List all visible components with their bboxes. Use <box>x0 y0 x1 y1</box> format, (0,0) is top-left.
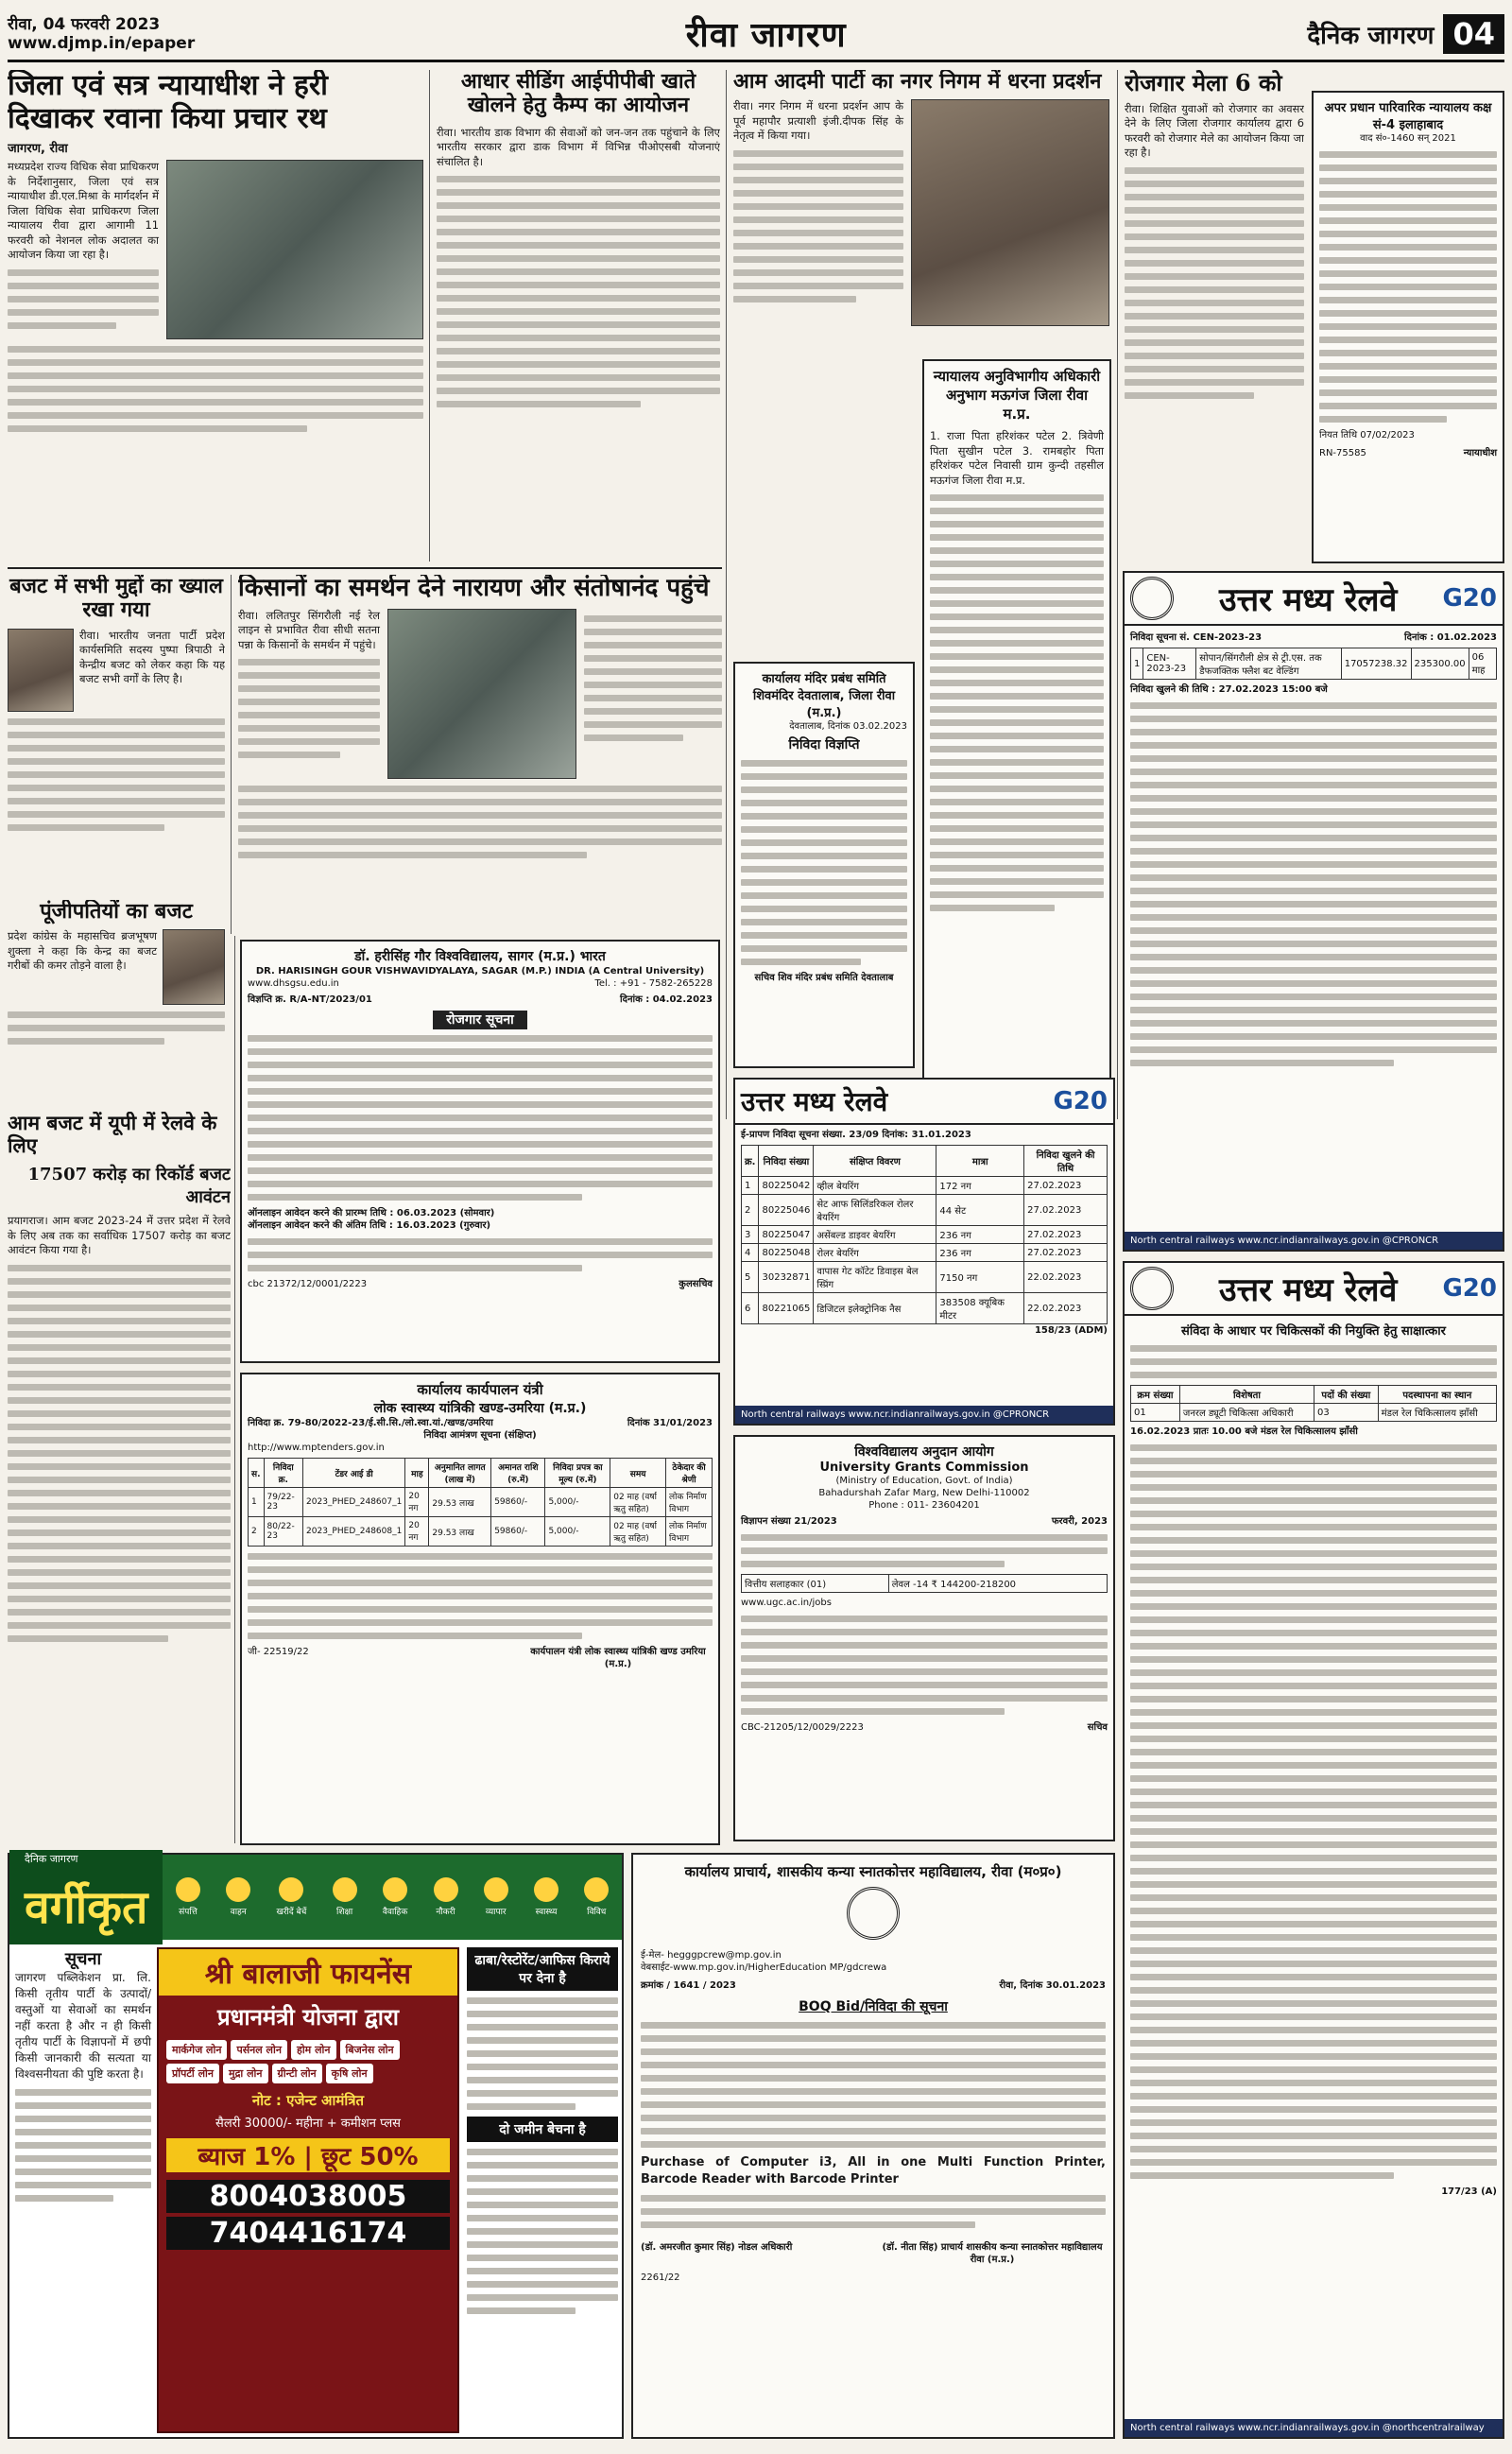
rail-footer: North central railways www.ncr.indianrailways.gov.in @CPRONCR <box>735 1406 1113 1424</box>
category-icon <box>434 1877 458 1902</box>
loan-chip: प्रॉपर्टी लोन <box>166 2064 219 2083</box>
table-cell: 235300.00 <box>1411 648 1469 680</box>
table-cell: 22.02.2023 <box>1024 1293 1108 1324</box>
story-lead: रीवा। ललितपुर सिंगरौली नई रेल लाइन से प्रभावित रीवा सीधी सतना पन्ना के किसानों के समर्थन में पहुंचे। <box>238 608 380 651</box>
ugc-recruitment-notice <box>733 1435 1115 1841</box>
rail-brand: उत्तर मध्य रेलवे <box>1219 581 1398 619</box>
phone-1[interactable]: 8004038005 <box>166 2180 450 2213</box>
court-sdm-maugunj <box>922 359 1111 1115</box>
signatory: कुलसचिव <box>679 1279 713 1289</box>
category-label: व्यापार <box>485 1908 507 1917</box>
case-number: वाद सं०-1460 सन् 2021 <box>1360 133 1456 144</box>
category-icon <box>484 1877 508 1902</box>
post-table <box>1130 1385 1497 1422</box>
story-headline: आधार सीडिंग आईपीपीबी खाते खोलने हेतु कैम्प का आयोजन <box>460 70 696 118</box>
table-header: पदों की संख्या <box>1314 1386 1379 1404</box>
ad-code: cbc 21372/12/0001/2223 <box>248 1279 368 1289</box>
rail-doctor-recruitment <box>1123 1261 1504 2439</box>
table-cell: 236 नग <box>936 1226 1024 1244</box>
ad-code: CBC-21205/12/0029/2223 <box>741 1722 864 1733</box>
table-cell: लोक निर्माण विभाग <box>666 1517 713 1547</box>
table-header: मात्रा <box>936 1146 1024 1177</box>
table-cell: 3 <box>742 1226 759 1244</box>
table-cell: 29.53 लाख <box>429 1488 491 1517</box>
date-start: ऑनलाइन आवेदन करने की प्रारम्भ तिथि : 06.03.2023 (सोमवार) <box>248 1208 495 1218</box>
story-punjipatiyon-ka-budget <box>8 900 225 1108</box>
ref-number: निविदा सूचना सं. CEN-2023-23 <box>1130 632 1263 643</box>
post-name: वित्तीय सलाहकार (01) <box>742 1575 889 1593</box>
table-header: टेंडर आई डी <box>303 1459 405 1488</box>
loan-chip: मुद्रा लोन <box>223 2064 268 2083</box>
table-cell: लोक निर्माण विभाग <box>666 1488 713 1517</box>
railway-logo-icon <box>1130 1267 1174 1310</box>
notice-title-en: DR. HARISINGH GOUR VISHWAVIDYALAYA, SAGAR (M.P.) INDIA (A Central University) <box>255 966 705 976</box>
story-highlight: 17507 करोड़ का रिकॉर्ड बजट आवंटन <box>27 1165 231 1208</box>
table-cell: 236 नग <box>936 1244 1024 1262</box>
table-cell: 79/22-23 <box>264 1488 303 1517</box>
ad-code: RN-75585 <box>1319 448 1366 458</box>
ref-number: निविदा क्र. 79-80/2022-23/ई.सी.सि./लो.स्वा.यां./खण्ड/उमरिया <box>248 1418 493 1428</box>
category-icon <box>383 1877 407 1902</box>
story-byline: जागरण, रीवा <box>8 142 68 156</box>
table-header: समय <box>610 1459 666 1488</box>
notice-title: कार्यालय कार्यपालन यंत्री <box>417 1381 543 1398</box>
table-row <box>1131 648 1497 680</box>
website[interactable]: www.ugc.ac.in/jobs <box>741 1598 832 1608</box>
ad-code: जी- 22519/22 <box>248 1647 309 1657</box>
table-cell: 02 माह (वर्षा ऋतु सहित) <box>610 1517 666 1547</box>
table-cell: 59860/- <box>491 1517 545 1547</box>
table-header: अनुमानित लागत (लाख में) <box>429 1459 491 1488</box>
story-kisan-samarthan <box>238 575 722 934</box>
table-cell: 80225042 <box>759 1177 814 1195</box>
table-cell: 2 <box>249 1517 265 1547</box>
signatory-nodal: (डॉ. अमरजीत कुमार सिंह) नोडल अधिकारी <box>641 2242 793 2253</box>
table-cell: 172 नग <box>936 1177 1024 1195</box>
email[interactable]: ई-मेल- hegggpcrew@mp.gov.in <box>641 1950 782 1961</box>
ad-subtitle: प्रधानमंत्री योजना द्वारा <box>216 2004 399 2031</box>
notice-date: देवतालाब, दिनांक 03.02.2023 <box>789 721 907 732</box>
court-notice <box>1312 91 1504 563</box>
agent-note: नोट : एजेन्ट आमंत्रित <box>251 2092 365 2109</box>
notice-date: फरवरी, 2023 <box>1051 1516 1108 1527</box>
notice-date: रीवा, दिनांक 30.01.2023 <box>999 1980 1106 1991</box>
table-cell: 5,000/- <box>545 1517 610 1547</box>
address: Bahadurshah Zafar Marg, New Delhi-110002 <box>818 1488 1030 1498</box>
loan-chip: मार्कगेज लोन <box>166 2040 227 2060</box>
category-icon <box>333 1877 357 1902</box>
story-lead: प्रयागराज। आम बजट 2023-24 में उत्तर प्रदेश में रेलवे के लिए अब तक का सर्वाधिक 17507 करोड़ का बजट आवंटन किया गया है। <box>8 1214 231 1257</box>
story-headline: आम आदमी पार्टी का नगर निगम में धरना प्रदर्शन <box>733 70 1102 94</box>
table-row <box>742 1195 1108 1226</box>
signatory-principal: (डॉ. नीता सिंह) प्राचार्य शासकीय कन्या स्नातकोत्तर महाविद्यालय रीवा (म.प्र.) <box>882 2242 1103 2265</box>
notice-title: कार्यालय मंदिर प्रबंध समिति शिवमंदिर देवतालाब, जिला रीवा (म.प्र.) <box>752 672 896 720</box>
table-header: पदस्थापना का स्थान <box>1378 1386 1496 1404</box>
notice-title: अपर प्रधान पारिवारिक न्यायालय कक्ष सं-4 इलाहाबाद <box>1324 101 1492 132</box>
loan-chip: कृषि लोन <box>326 2064 373 2083</box>
loan-chip: पर्सनल लोन <box>231 2040 287 2060</box>
table-header: ठेकेदार की श्रेणी <box>666 1459 713 1488</box>
table-cell: 2 <box>742 1195 759 1226</box>
land-ad-title: दो जमीन बेचना है <box>467 2117 618 2142</box>
table-cell: 7150 नग <box>936 1262 1024 1293</box>
table-cell: 2023_PHED_248608_1 <box>303 1517 405 1547</box>
table-cell: 80225047 <box>759 1226 814 1244</box>
notice-date: दिनांक : 01.02.2023 <box>1404 632 1497 643</box>
notice-date: दिनांक 31/01/2023 <box>627 1418 713 1428</box>
table-cell: 02 माह (वर्षा ऋतु सहित) <box>610 1488 666 1517</box>
classified-category[interactable] <box>584 1877 609 1917</box>
table-row <box>742 1226 1108 1244</box>
loan-chip: ग्रीन्टी लोन <box>272 2064 322 2083</box>
table-cell: 20 नग <box>405 1488 429 1517</box>
loan-chip: होम लोन <box>291 2040 336 2060</box>
table-cell: सेट आफ सिलिंडरिकल रोलर बेयरिंग <box>814 1195 936 1226</box>
table-cell: 2023_PHED_248607_1 <box>303 1488 405 1517</box>
g20-logo: G20 <box>1442 1274 1497 1303</box>
table-cell: 27.02.2023 <box>1024 1226 1108 1244</box>
category-icon <box>176 1877 200 1902</box>
notice-title: कार्यालय प्राचार्य, शासकीय कन्या स्नातकोत्तर महाविद्यालय, रीवा (म०प्र०) <box>684 1863 1062 1880</box>
table-cell: जनरल ड्यूटी चिकित्सा अधिकारी <box>1179 1404 1314 1422</box>
balaji-finance-ad <box>157 1947 459 2433</box>
tender-table <box>248 1458 713 1547</box>
epaper-link[interactable]: www.djmp.in/epaper <box>8 33 196 53</box>
website[interactable]: www.dhsgsu.edu.in <box>248 978 339 989</box>
table-cell: 5 <box>742 1262 759 1293</box>
closing-date: निविदा खुलने की तिथि : 27.02.2023 15:00 बजे <box>1130 684 1328 695</box>
classified-brand-tag: दैनिक जागरण <box>9 1850 163 1868</box>
table-cell: 27.02.2023 <box>1024 1177 1108 1195</box>
brand-name: दैनिक जागरण <box>1307 21 1435 50</box>
classified-category[interactable] <box>484 1877 508 1917</box>
ad-code: 158/23 (ADM) <box>1034 1325 1108 1336</box>
table-header: क्रम संख्या <box>1131 1386 1180 1404</box>
table-row <box>1131 1404 1497 1422</box>
section-title: रीवा जागरण <box>685 16 847 55</box>
ref-number: क्रमांक / 1641 / 2023 <box>641 1980 736 1991</box>
date-end: ऑनलाइन आवेदन करने की अंतिम तिथि : 16.03.2023 (गुरुवार) <box>248 1220 491 1231</box>
story-lead: मध्यप्रदेश राज्य विधिक सेवा प्राधिकरण के निर्देशानुसार, जिला एवं सत्र न्यायाधीश डी.एल.मिश्रा के मार्गदर्शन में जिला विधिक सेवा प्राधिकरण जिला न्यायालय रीवा द्वारा आगामी 11 फरवरी को नेशनल लोक अदालत का आयोजन किया जा रहा है। <box>8 160 159 261</box>
table-row <box>249 1517 713 1547</box>
table-cell: 1 <box>1131 648 1143 680</box>
notice-lead: 1. राजा पिता हरिशंकर पटेल 2. त्रिवेणी पिता सुखीन पटेल 3. रामबहोर पिता हरिशंकर पटेल निवासी ग्राम कुन्दी तहसील मऊगंज जिला रीवा म.प्र. <box>930 429 1104 487</box>
classified-section <box>8 1853 624 2439</box>
story-headline: रोजगार मेला 6 को <box>1125 70 1282 96</box>
table-header: माह <box>405 1459 429 1488</box>
story-rozgar-mela <box>1125 70 1304 599</box>
table-cell: मंडल रेल चिकित्सालय झाँसी <box>1378 1404 1496 1422</box>
table-header: अमानत राशि (रु.में) <box>491 1459 545 1488</box>
category-icon <box>226 1877 250 1902</box>
table-row <box>742 1262 1108 1293</box>
table-cell: 80225046 <box>759 1195 814 1226</box>
table-header: स. <box>249 1459 265 1488</box>
offer: ब्याज 1% | छूट 50% <box>166 2138 450 2172</box>
photo-brajbhushan-shukla <box>163 929 225 1005</box>
photo-aap-protest <box>911 99 1109 326</box>
table-header: निविदा संख्या <box>759 1146 814 1177</box>
rail-eprocurement-notice <box>733 1078 1115 1426</box>
ministry: (Ministry of Education, Govt. of India) <box>835 1476 1013 1486</box>
rail-brand: उत्तर मध्य रेलवे <box>741 1086 888 1117</box>
table-row <box>742 1293 1108 1324</box>
table-cell: 6 <box>742 1293 759 1324</box>
table-cell: 59860/- <box>491 1488 545 1517</box>
mandir-tender-notice <box>733 662 915 1068</box>
story-lead: रीवा। भारतीय जनता पार्टी प्रदेश कार्यसमिति सदस्य पुष्पा त्रिपाठी ने केन्द्रीय बजट को लेकर कहा कि यह बजट सभी वर्गों के लिए है। <box>79 628 225 686</box>
table-cell: 383508 क्यूबिक मीटर <box>936 1293 1024 1324</box>
notice-title: डॉ. हरीसिंह गौर विश्वविद्यालय, सागर (म.प्र.) भारत <box>354 949 606 964</box>
website[interactable]: http://www.mptenders.gov.in <box>248 1443 385 1453</box>
table-cell: 4 <box>742 1244 759 1262</box>
college-boq-notice <box>631 1853 1115 2439</box>
classified-category[interactable] <box>333 1877 357 1917</box>
story-lead: रीवा। शिक्षित युवाओं को रोजगार का अवसर देने के लिए जिला रोजगार कार्यालय द्वारा 6 फरवरी को रोजगार मेले का आयोजन किया जा रहा है। <box>1125 101 1304 160</box>
edition-date: रीवा, 04 फरवरी 2023 <box>8 14 161 34</box>
classified-category[interactable] <box>383 1877 407 1917</box>
category-label: वैवाहिक <box>382 1908 408 1917</box>
table-header: क्र. <box>742 1146 759 1177</box>
story-headline: आम बजट में यूपी में रेलवे के लिए <box>8 1112 217 1158</box>
classified-categories <box>163 1877 622 1917</box>
table-cell: असेंबल्ड डाइवर बेयरिंग <box>814 1226 936 1244</box>
salary: सैलरी 30000/- महीना + कमीशन प्लस <box>215 2117 401 2131</box>
tender-table <box>1130 648 1497 680</box>
loan-types <box>159 2032 457 2091</box>
table-cell: 1 <box>249 1488 265 1517</box>
phone-2[interactable]: 7404416174 <box>166 2217 450 2250</box>
category-icon <box>279 1877 303 1902</box>
interview-detail: 16.02.2023 प्रातः 10.00 बजे मंडल रेल चिकित्सालय झाँसी <box>1130 1426 1358 1437</box>
category-label: स्वास्थ्य <box>535 1908 558 1917</box>
ad-code: 177/23 (A) <box>1441 2186 1497 2197</box>
table-cell: 20 नग <box>405 1517 429 1547</box>
table-header: निविदा खुलने की तिथि <box>1024 1146 1108 1177</box>
signatory: कार्यपालन यंत्री लोक स्वास्थ्य यांत्रिकी खण्ड उमरिया (म.प्र.) <box>530 1647 706 1669</box>
notice-subject: BOQ Bid/निविदा की सूचना <box>799 1999 948 2014</box>
photo-pushpa-tripathi <box>8 629 74 712</box>
table-cell: 17057238.32 <box>1341 648 1411 680</box>
rail-tender-cen <box>1123 571 1504 1252</box>
table-cell: CEN-2023-23 <box>1143 648 1196 680</box>
notice-title: सूचना <box>64 1949 102 1969</box>
story-lead: प्रदेश कांग्रेस के महासचिव ब्रजभूषण शुक्ला ने कहा कि केन्द्र का बजट गरीबों की कमर तोड़ने वाला है। <box>8 929 157 973</box>
table-cell: 06 माह <box>1469 648 1496 680</box>
classified-category[interactable] <box>226 1877 250 1917</box>
table-header: संक्षिप्त विवरण <box>814 1146 936 1177</box>
table-row <box>249 1488 713 1517</box>
category-label: नौकरी <box>436 1908 455 1917</box>
table-header: विशेषता <box>1179 1386 1314 1404</box>
table-cell: रोलर बेयरिंग <box>814 1244 936 1262</box>
table-cell: सोपान/सिंगरौली क्षेत्र से ट्री.एस. तक डैफजक्तिक फ्लैश बट वेल्डिंग <box>1196 648 1341 680</box>
table-cell: 1 <box>742 1177 759 1195</box>
hearing-date: नियत तिथि 07/02/2023 <box>1319 430 1415 441</box>
section-title: रोजगार सूचना <box>433 1011 527 1029</box>
ad-code: 2261/22 <box>641 2273 680 2283</box>
table-cell: 30232871 <box>759 1262 814 1293</box>
railway-logo-icon <box>1130 577 1174 620</box>
table-cell: 01 <box>1131 1404 1180 1422</box>
story-pracharrath <box>8 70 423 562</box>
story-lead: रीवा। भारतीय डाक विभाग की सेवाओं को जन-जन तक पहुंचाने के लिए भारतीय सरकार द्वारा डाक विभाग में विभिन्न पीओएसबी योजनाएं संचालित है। <box>437 125 720 168</box>
signatory: सचिव <box>1087 1722 1108 1733</box>
category-label: खरीदें बेचें <box>276 1908 307 1917</box>
classified-brand: वर्गीकृत <box>9 1868 163 1944</box>
signatory: सचिव शिव मंदिर प्रबंध समिति देवतालाब <box>754 973 894 983</box>
classified-category[interactable] <box>277 1877 307 1917</box>
category-icon <box>534 1877 558 1902</box>
story-headline: पूंजीपतियों का बजट <box>40 900 193 924</box>
ref-number: ई-प्रापण निविदा सूचना संख्या. 23/09 दिनांक: 31.01.2023 <box>741 1130 971 1140</box>
story-aadhaar-camp <box>437 70 720 562</box>
story-headline: बजट में सभी मुद्दों का ख्याल रखा गया <box>9 575 223 623</box>
notice-title-en: University Grants Commission <box>819 1460 1029 1475</box>
category-label: वाहन <box>230 1908 247 1917</box>
table-cell: 80221065 <box>759 1293 814 1324</box>
rail-footer: North central railways www.ncr.indianrailways.gov.in @northcentralrailway <box>1125 2419 1503 2437</box>
pay-level: लेवल -14 ₹ 144200-218200 <box>888 1575 1107 1593</box>
classified-category[interactable] <box>176 1877 200 1917</box>
table-row <box>742 1177 1108 1195</box>
table-row <box>742 1244 1108 1262</box>
notice-subtitle: लोक स्वास्थ्य यांत्रिकी खण्ड-उमरिया (म.प्र.) <box>373 1401 587 1416</box>
table-cell: 27.02.2023 <box>1024 1195 1108 1226</box>
tender-table <box>741 1145 1108 1324</box>
category-icon <box>584 1877 609 1902</box>
notice-title: विश्वविद्यालय अनुदान आयोग <box>854 1444 994 1460</box>
post-table <box>741 1574 1108 1593</box>
photo-pracharrath <box>166 160 423 339</box>
table-header: निविदा प्रपत्र का मूल्य (रु.में) <box>545 1459 610 1488</box>
notice-title: न्यायालय अनुविभागीय अधिकारी अनुभाग मऊगंज जिला रीवा म.प्र. <box>933 368 1101 423</box>
table-cell: 44 सेट <box>936 1195 1024 1226</box>
g20-logo: G20 <box>1442 584 1497 613</box>
table-cell: 27.02.2023 <box>1024 1244 1108 1262</box>
table-cell: डिजिटल इलेक्ट्रोनिक नैस <box>814 1293 936 1324</box>
notice-date: दिनांक : 04.02.2023 <box>620 994 713 1005</box>
classified-category[interactable] <box>534 1877 558 1917</box>
loan-chip: बिजनेस लोन <box>340 2040 400 2060</box>
rent-ad-title: ढाबा/रेस्टोरेंट/आफिस किराये पर देना है <box>467 1947 618 1991</box>
pwd-tender-notice <box>240 1373 720 1845</box>
phone: Tel. : +91 - 7582-265228 <box>594 978 713 989</box>
g20-logo: G20 <box>1053 1087 1108 1115</box>
rail-footer: North central railways www.ncr.indianrailways.gov.in @CPRONCR <box>1125 1232 1503 1250</box>
rail-brand: उत्तर मध्य रेलवे <box>1219 1271 1398 1309</box>
classified-category[interactable] <box>434 1877 458 1917</box>
phone: Phone : 011- 23604201 <box>868 1500 980 1511</box>
notice-kind: निविदा आमंत्रण सूचना (संक्षिप्त) <box>423 1430 537 1441</box>
table-cell: 5,000/- <box>545 1488 610 1517</box>
website[interactable]: वेबसाईट-www.mp.gov.in/HigherEducation MP/gdcrewa <box>641 1962 887 1973</box>
category-label: विविध <box>587 1908 607 1917</box>
story-up-railway-budget <box>8 1112 231 1849</box>
photo-kisan-samarthan <box>387 609 576 779</box>
notice-body: जागरण पब्लिकेशन प्रा. लि. किसी तृतीय पार्टी के उत्पादों/वस्तुओं या सेवाओं का समर्थन नहीं करता है और न ही किसी तृतीय पार्टी के विज्ञापनों में छपी किसी जानकारी की सत्यता या विश्वसनीयता की पुष्टि करता है। <box>15 1971 151 2081</box>
table-cell: 80/22-23 <box>264 1517 303 1547</box>
story-lead: रीवा। नगर निगम में धरना प्रदर्शन आप के पूर्व महापौर प्रत्याशी इंजी.दीपक सिंह के नेतृत्व में किया गया। <box>733 99 903 143</box>
table-cell: 80225048 <box>759 1244 814 1262</box>
ref-number: विज्ञप्ति क्र. R/A-NT/2023/01 <box>248 994 372 1005</box>
story-headline: जिला एवं सत्र न्यायाधीश ने हरी दिखाकर रवाना किया प्रचार रथ <box>8 70 328 135</box>
notice-subtitle: निविदा विज्ञप्ति <box>788 737 860 752</box>
ad-title: श्री बालाजी फायनेंस <box>159 1949 457 1996</box>
category-label: संपत्ति <box>179 1908 198 1917</box>
table-cell: 03 <box>1314 1404 1379 1422</box>
university-job-notice <box>240 940 720 1363</box>
notice-subtitle: संविदा के आधार पर चिकित्सकों की नियुक्ति हेतु साक्षात्कार <box>1181 1324 1446 1339</box>
story-budget-mudde <box>8 575 225 896</box>
table-cell: व्हील बेयरिंग <box>814 1177 936 1195</box>
masthead <box>8 8 1504 62</box>
table-cell: वापास गेट कॉटेट डिवाइस बेल स्प्रिंग <box>814 1262 936 1293</box>
table-header: निविदा क्र. <box>264 1459 303 1488</box>
category-label: शिक्षा <box>336 1908 353 1917</box>
table-cell: 22.02.2023 <box>1024 1262 1108 1293</box>
story-headline: किसानों का समर्थन देने नारायण और संतोषानंद पहुंचे <box>238 575 710 602</box>
ref-number: विज्ञापन संख्या 21/2023 <box>741 1516 837 1527</box>
table-cell: 29.53 लाख <box>429 1517 491 1547</box>
college-emblem-icon <box>847 1887 900 1940</box>
page-number: 04 <box>1443 14 1504 54</box>
items: Purchase of Computer i3, All in one Multi Function Printer, Barcode Reader with Barcode Printer <box>641 2155 1106 2186</box>
signatory: न्यायाधीश <box>1463 448 1497 458</box>
